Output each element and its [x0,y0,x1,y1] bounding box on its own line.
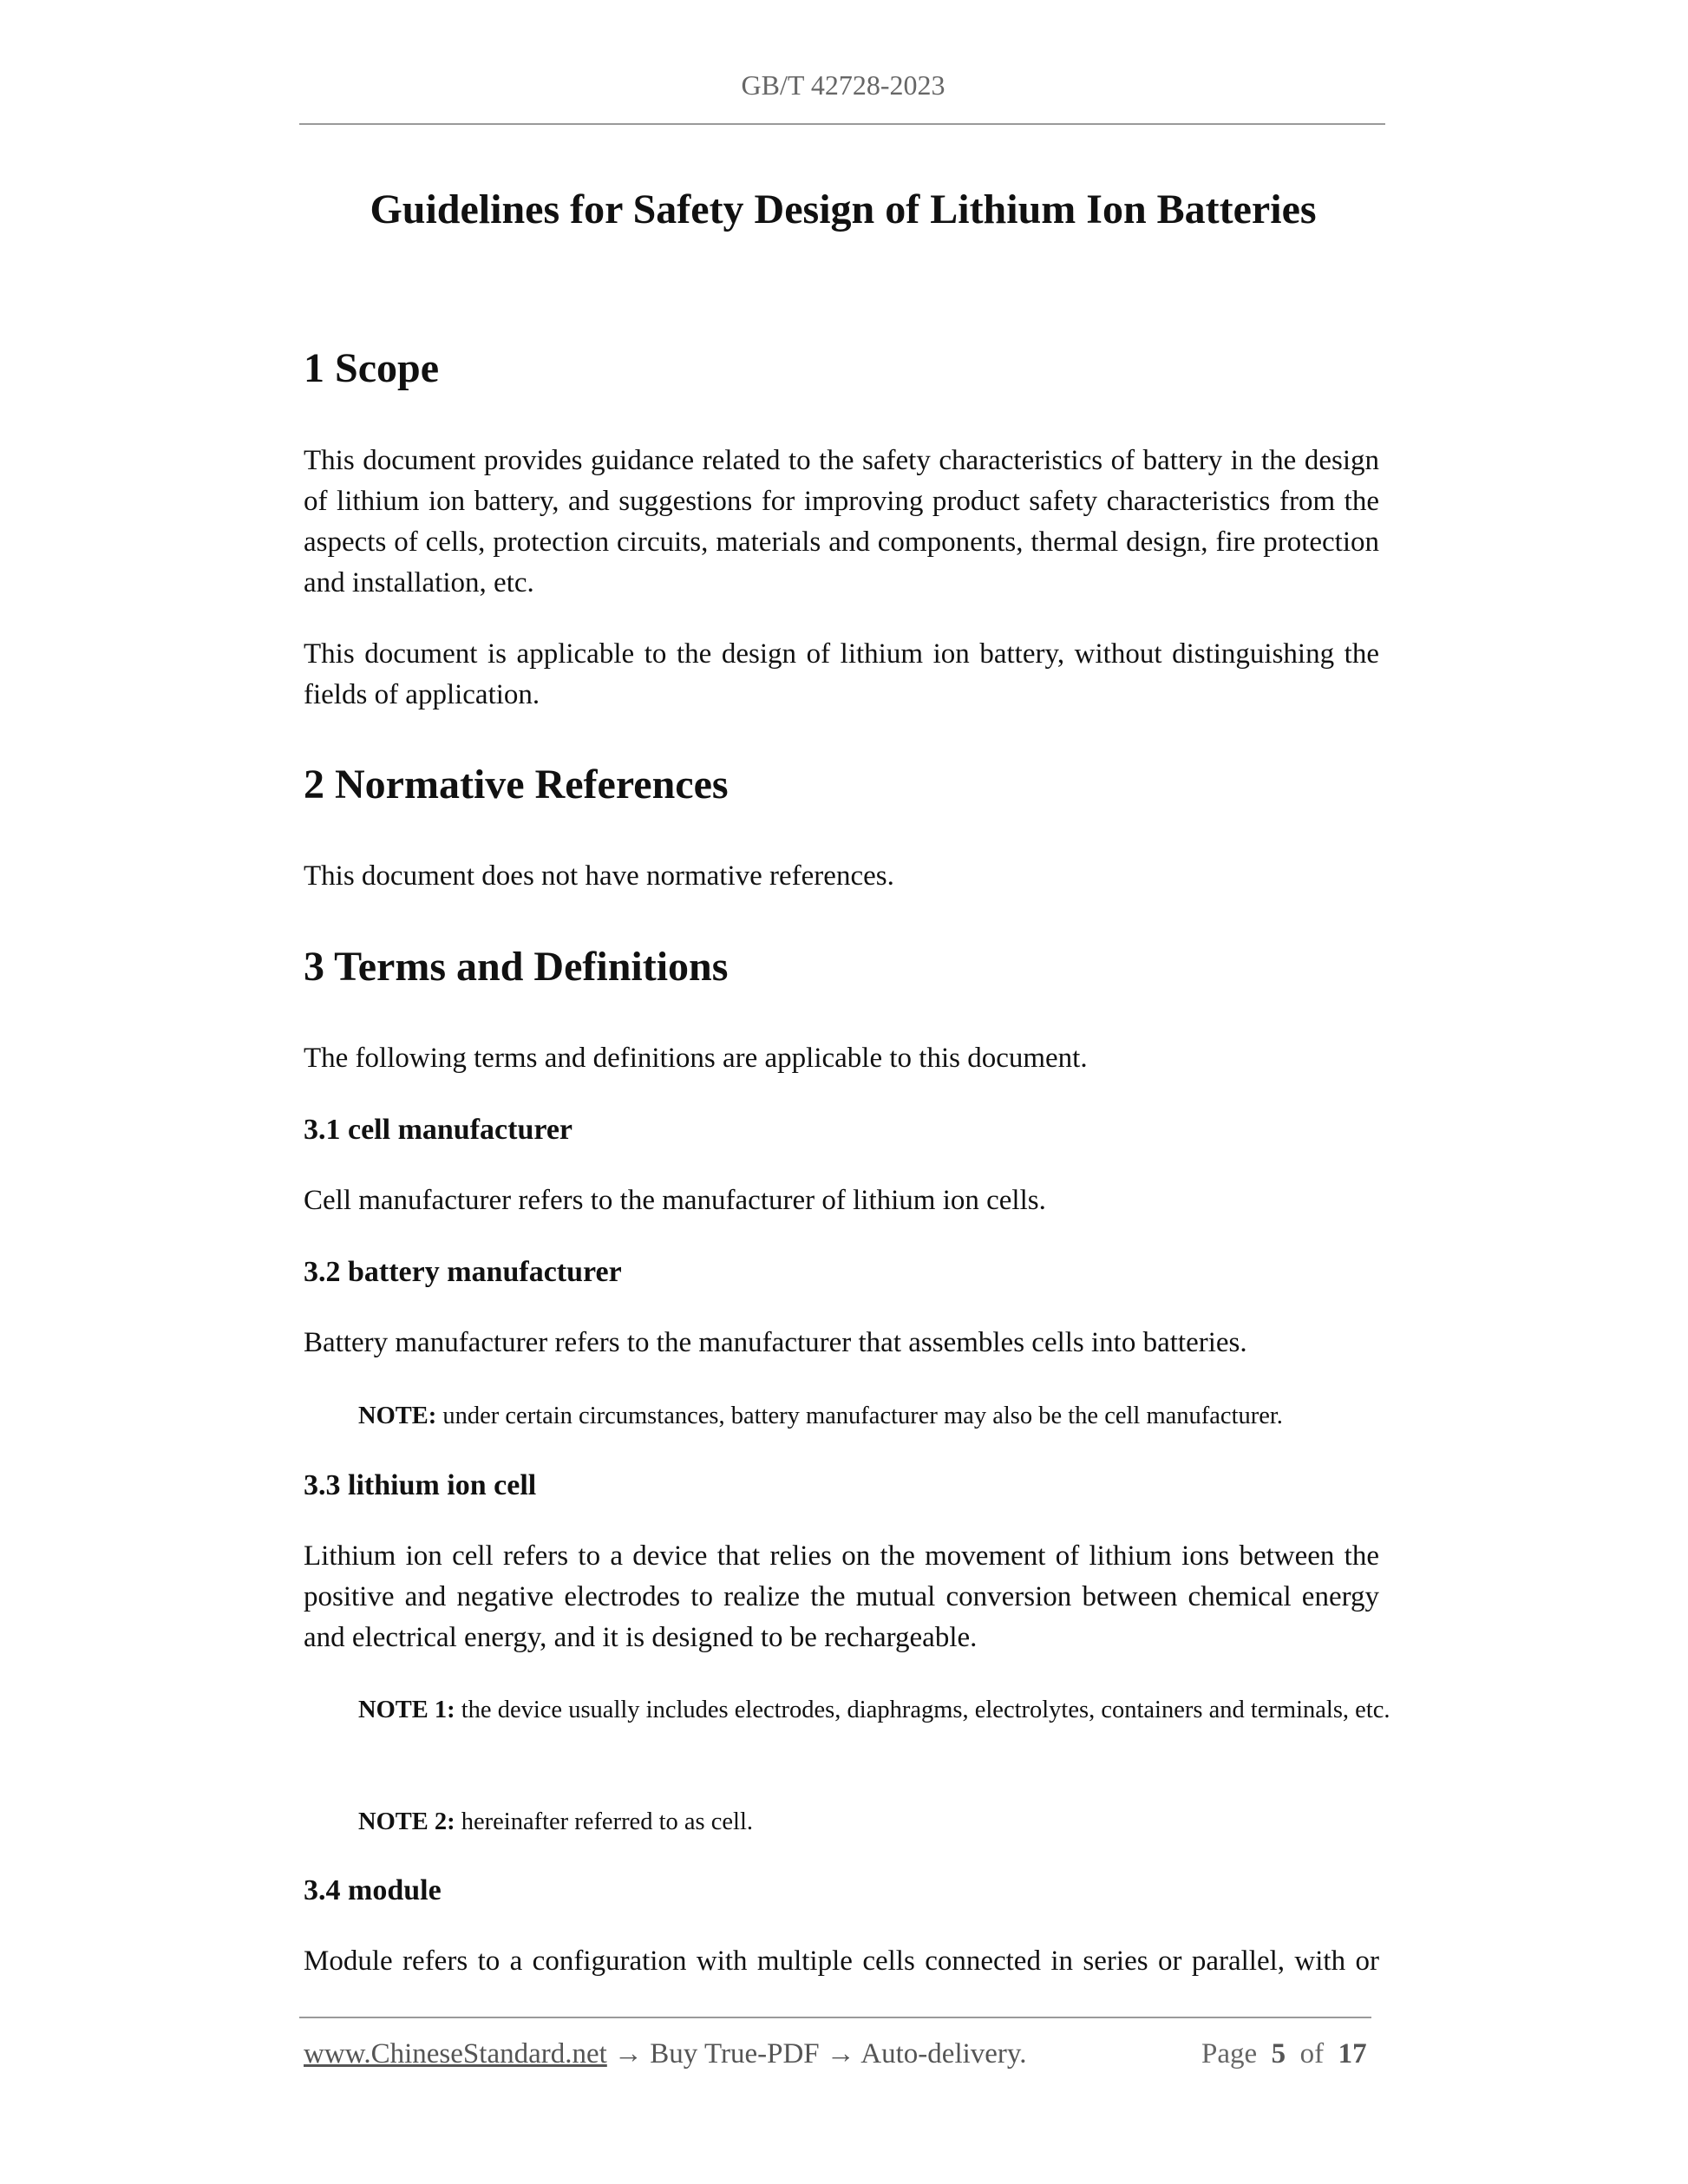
term-note-3-3-2 [358,1801,1379,1842]
section-heading-normative-references: 2 Normative References [304,762,729,808]
note-text: the device usually includes electrodes, diaphragms, electrolytes, containers and terminals, etc. [461,1697,1390,1723]
current-page-number: 5 [1271,2038,1286,2070]
note-text: under certain circumstances, battery manufacturer may also be the cell manufacturer. [442,1403,1283,1429]
header-divider [299,123,1385,125]
page-header-standard-code: GB/T 42728-2023 [741,69,945,101]
footer-divider [299,2017,1371,2018]
of-word: of [1299,2038,1325,2070]
note-label: NOTE 2: [358,1808,455,1835]
term-definition-3-3: Lithium ion cell refers to a device that relies on the movement of lithium ions between the positive and negative electrodes to realize the mutual conversion between chemical energy and electrical energy, and it is designed to be rechargeable. [304,1540,1379,1653]
term-note-3-3-1 [358,1690,1489,1730]
document-title: Guidelines for Safety Design of Lithium Ion Batteries [370,186,1317,232]
page-indicator [1201,2038,1367,2070]
footer-tagline: → Buy True-PDF → Auto-delivery. [614,2038,1027,2070]
normative-references-paragraph: This document does not have normative references. [304,860,894,892]
chinesestandard-link[interactable]: www.ChineseStandard.net [304,2038,607,2070]
total-page-count: 17 [1338,2038,1367,2070]
section-heading-scope: 1 Scope [304,345,439,391]
term-definition-3-2: Battery manufacturer refers to the manufacturer that assembles cells into batteries. [304,1327,1247,1358]
term-heading-3-3: 3.3 lithium ion cell [304,1469,537,1501]
footer-promo [304,2038,1027,2070]
term-definition-3-4: Module refers to a configuration with multiple cells connected in series or parallel, with or [304,1945,1379,1977]
note-label: NOTE: [358,1403,437,1429]
page-word: Page [1201,2038,1258,2070]
term-heading-3-2: 3.2 battery manufacturer [304,1256,622,1288]
term-note-3-2 [358,1396,1379,1436]
scope-paragraph-1: This document provides guidance related to the safety characteristics of battery in the design of lithium ion battery, and suggestions for improving product safety characteristics from the aspects of cells, protection circuits, materials and components, thermal design, fire protection and installation, etc. [304,445,1379,598]
note-text: hereinafter referred to as cell. [461,1808,754,1835]
term-heading-3-4: 3.4 module [304,1874,442,1906]
term-definition-3-1: Cell manufacturer refers to the manufacturer of lithium ion cells. [304,1185,1046,1216]
note-label: NOTE 1: [358,1697,455,1723]
section-heading-terms-definitions: 3 Terms and Definitions [304,944,729,990]
scope-paragraph-2: This document is applicable to the design of lithium ion battery, without distinguishing the fields of application. [304,638,1379,710]
term-heading-3-1: 3.1 cell manufacturer [304,1114,573,1146]
terms-intro-paragraph: The following terms and definitions are applicable to this document. [304,1043,1088,1074]
